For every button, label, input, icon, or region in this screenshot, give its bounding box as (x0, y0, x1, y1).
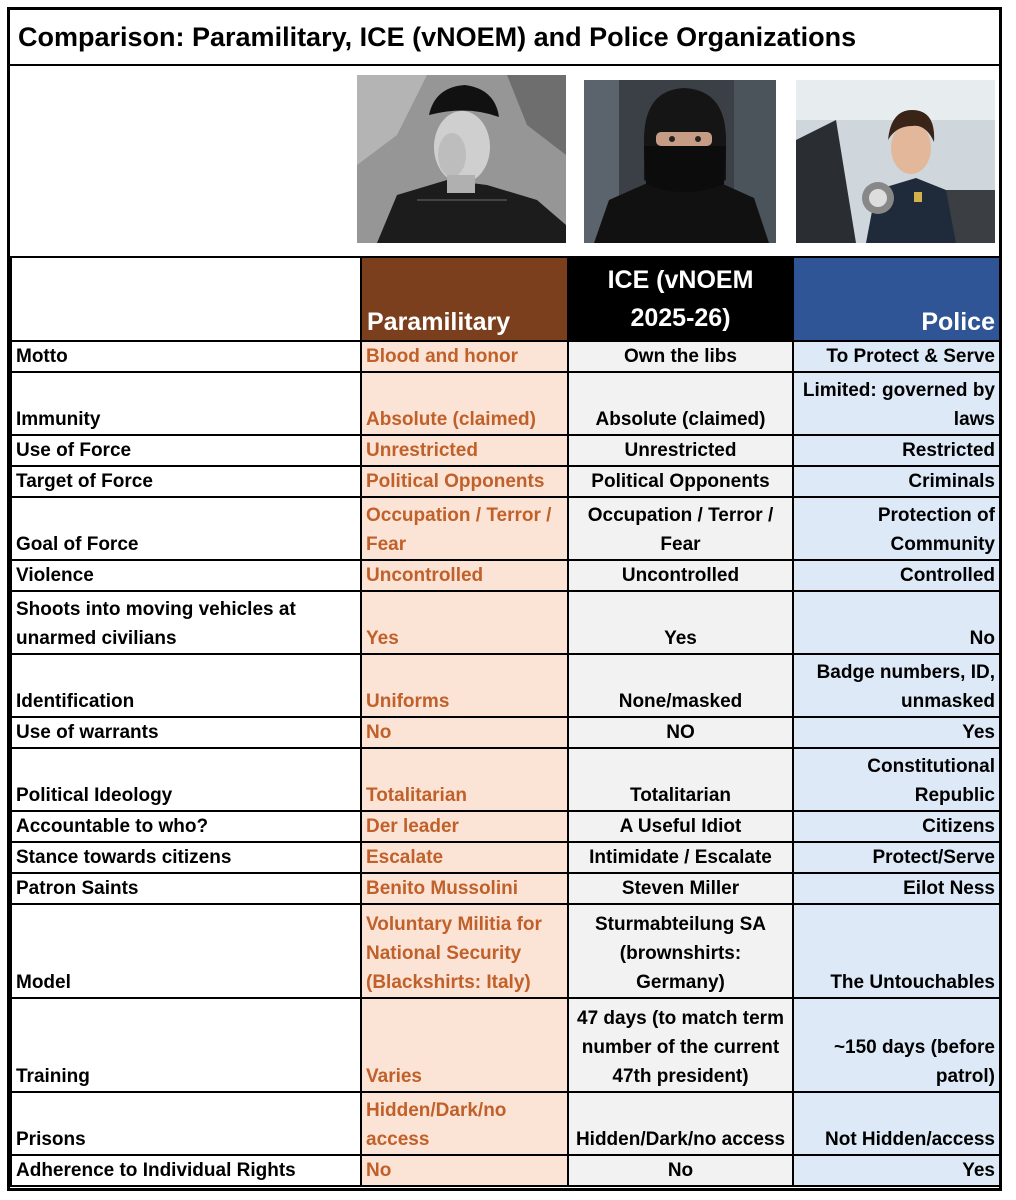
ice-photo (584, 80, 776, 243)
row-label: Immunity (11, 372, 361, 435)
ice-cell: NO (568, 717, 793, 748)
table-row (11, 466, 1000, 497)
paramilitary-cell: Totalitarian (361, 748, 568, 811)
table-row (11, 591, 1000, 654)
ice-cell: Yes (568, 591, 793, 654)
table-row (11, 748, 1000, 811)
paramilitary-cell: Benito Mussolini (361, 873, 568, 904)
row-label: Identification (11, 654, 361, 717)
sheet-title: Comparison: Paramilitary, ICE (vNOEM) and Police Organizations (10, 10, 999, 66)
table-row (11, 811, 1000, 842)
police-cell: No (793, 591, 1000, 654)
table-row (11, 904, 1000, 998)
ice-cell: Absolute (claimed) (568, 372, 793, 435)
ice-cell: Hidden/Dark/no access (568, 1092, 793, 1155)
ice-cell: Occupation / Terror / Fear (568, 497, 793, 560)
comparison-sheet (7, 7, 1002, 1191)
police-cell: Criminals (793, 466, 1000, 497)
police-cell: Limited: governed by laws (793, 372, 1000, 435)
table-row (11, 341, 1000, 372)
paramilitary-cell: Varies (361, 998, 568, 1092)
table-row (11, 842, 1000, 873)
table-row (11, 998, 1000, 1092)
paramilitary-cell: Uniforms (361, 654, 568, 717)
table-row (11, 372, 1000, 435)
police-cell: Constitutional Republic (793, 748, 1000, 811)
ice-cell: Intimidate / Escalate (568, 842, 793, 873)
row-label: Use of warrants (11, 717, 361, 748)
police-cell: Yes (793, 717, 1000, 748)
header-paramilitary: Paramilitary (361, 257, 568, 341)
table-row (11, 1092, 1000, 1155)
table-row (11, 654, 1000, 717)
ice-cell: None/masked (568, 654, 793, 717)
ice-cell: Totalitarian (568, 748, 793, 811)
row-label: Patron Saints (11, 873, 361, 904)
row-label: Training (11, 998, 361, 1092)
table-row (11, 497, 1000, 560)
police-photo (796, 80, 995, 243)
row-label: Model (11, 904, 361, 998)
row-label: Use of Force (11, 435, 361, 466)
header-row (11, 257, 1000, 341)
paramilitary-cell: No (361, 717, 568, 748)
header-police: Police (793, 257, 1000, 341)
paramilitary-cell: No (361, 1155, 568, 1186)
paramilitary-cell: Uncontrolled (361, 560, 568, 591)
police-cell: Badge numbers, ID, unmasked (793, 654, 1000, 717)
row-label: Violence (11, 560, 361, 591)
police-cell: ~150 days (before patrol) (793, 998, 1000, 1092)
table-row (11, 1155, 1000, 1186)
row-label: Accountable to who? (11, 811, 361, 842)
police-cell: The Untouchables (793, 904, 1000, 998)
row-label: Shoots into moving vehicles at unarmed civilians (11, 591, 361, 654)
paramilitary-cell: Voluntary Militia for National Security (Blackshirts: Italy) (361, 904, 568, 998)
table-row (11, 435, 1000, 466)
ice-cell: Sturmabteilung SA (brownshirts: Germany) (568, 904, 793, 998)
police-cell: Controlled (793, 560, 1000, 591)
police-cell: Restricted (793, 435, 1000, 466)
ice-cell: A Useful Idiot (568, 811, 793, 842)
ice-cell: Uncontrolled (568, 560, 793, 591)
police-cell: Citizens (793, 811, 1000, 842)
ice-cell: Political Opponents (568, 466, 793, 497)
header-blank (11, 257, 361, 341)
ice-cell: Steven Miller (568, 873, 793, 904)
paramilitary-cell: Occupation / Terror / Fear (361, 497, 568, 560)
table-row (11, 560, 1000, 591)
row-label: Target of Force (11, 466, 361, 497)
ice-cell: 47 days (to match term number of the current 47th president) (568, 998, 793, 1092)
row-label: Prisons (11, 1092, 361, 1155)
ice-cell: Own the libs (568, 341, 793, 372)
paramilitary-cell: Escalate (361, 842, 568, 873)
paramilitary-cell: Der leader (361, 811, 568, 842)
row-label: Political Ideology (11, 748, 361, 811)
paramilitary-photo (357, 75, 566, 243)
comparison-table (10, 256, 1001, 1187)
row-label: Stance towards citizens (11, 842, 361, 873)
police-cell: Eilot Ness (793, 873, 1000, 904)
paramilitary-cell: Blood and honor (361, 341, 568, 372)
table-row (11, 717, 1000, 748)
paramilitary-cell: Hidden/Dark/no access (361, 1092, 568, 1155)
paramilitary-cell: Political Opponents (361, 466, 568, 497)
paramilitary-cell: Yes (361, 591, 568, 654)
ice-cell: No (568, 1155, 793, 1186)
ice-cell: Unrestricted (568, 435, 793, 466)
paramilitary-cell: Absolute (claimed) (361, 372, 568, 435)
row-label: Adherence to Individual Rights (11, 1155, 361, 1186)
police-cell: Yes (793, 1155, 1000, 1186)
police-cell: Protect/Serve (793, 842, 1000, 873)
police-cell: To Protect & Serve (793, 341, 1000, 372)
police-cell: Not Hidden/access (793, 1092, 1000, 1155)
paramilitary-cell: Unrestricted (361, 435, 568, 466)
police-cell: Protection of Community (793, 497, 1000, 560)
table-row (11, 873, 1000, 904)
header-ice: ICE (vNOEM 2025-26) (568, 257, 793, 341)
row-label: Goal of Force (11, 497, 361, 560)
row-label: Motto (11, 341, 361, 372)
